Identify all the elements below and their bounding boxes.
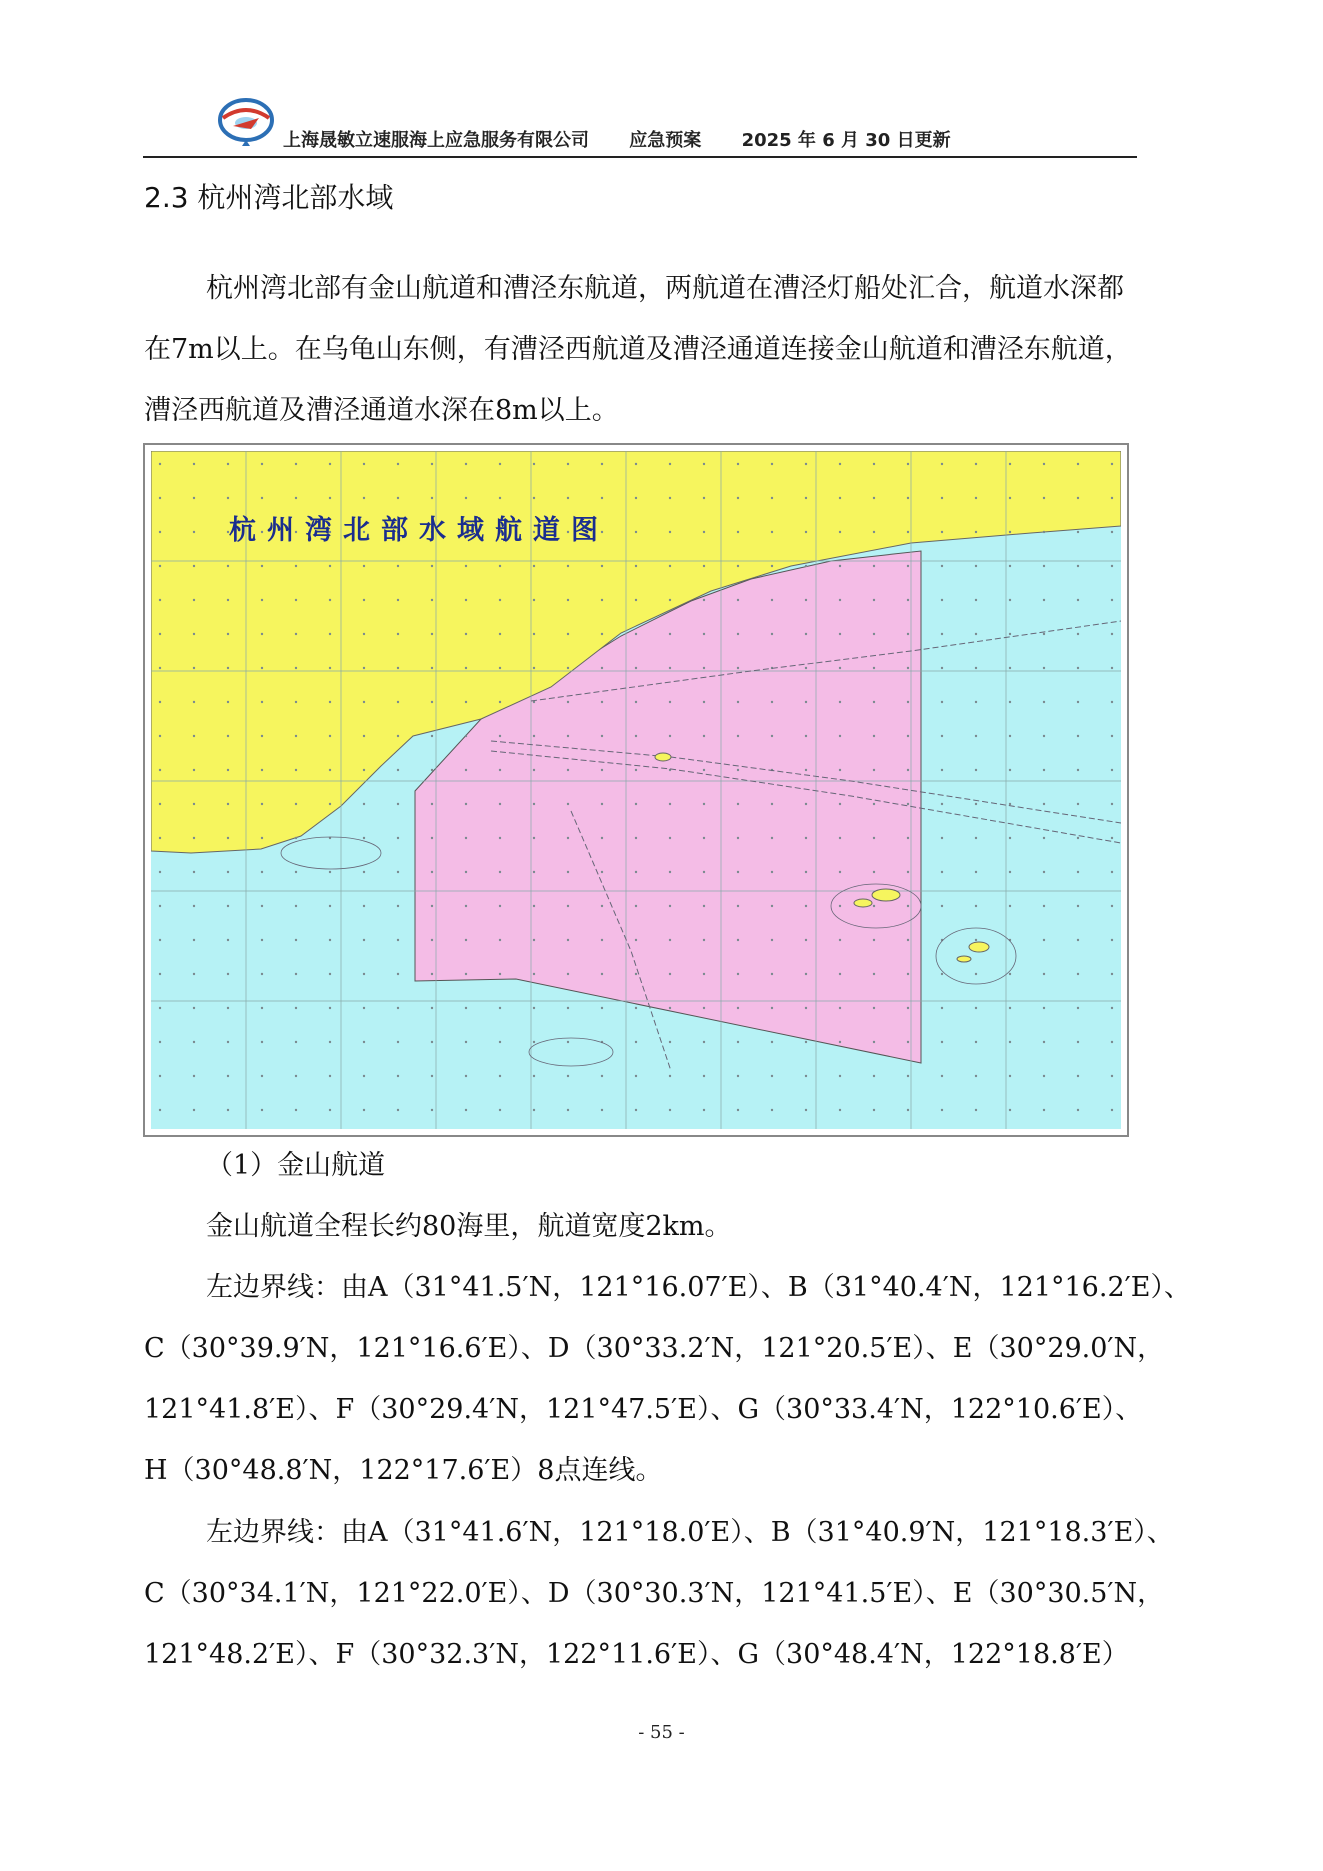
- header-text: [283, 126, 985, 152]
- header-company: 上海晟敏立速服海上应急服务有限公司: [283, 130, 589, 151]
- company-logo: [215, 96, 277, 148]
- boundary-1-line: 121°41.8′E）、F（30°29.4′N，121°47.5′E）、G（30°33.4′N，122°10.6′E）、: [144, 1394, 1143, 1425]
- boundary-1-line: C（30°39.9′N，121°16.6′E）、D（30°33.2′N，121°20.5′E）、E（30°29.0′N，: [144, 1333, 1165, 1364]
- section-title: 2.3 杭州湾北部水域: [144, 181, 394, 214]
- page-header: [143, 96, 1137, 158]
- map-soundings: [151, 451, 1121, 1129]
- boundary-1-line: 左边界线：由A（31°41.5′N，121°16.07′E）、B（31°40.4′N，121°16.2′E）、: [206, 1272, 1191, 1303]
- boundary-1-line: H（30°48.8′N，122°17.6′E）8点连线。: [144, 1455, 663, 1486]
- channel-length: 金山航道全程长约80海里，航道宽度2km。: [206, 1211, 732, 1242]
- header-doc-type: 应急预案: [629, 130, 702, 151]
- header-date: 2025 年 6 月 30 日更新: [741, 130, 951, 151]
- header-rule: [143, 156, 1137, 158]
- subsection-label: （1）金山航道: [206, 1150, 386, 1181]
- channel-map: [143, 443, 1129, 1137]
- intro-text: 杭州湾北部有金山航道和漕泾东航道，两航道在漕泾灯船处汇合，航道水深都在7m以上。在乌龟山东侧，有漕泾西航道及漕泾通道连接金山航道和漕泾东航道，漕泾西航道及漕泾通道水深在8m以上。: [144, 273, 1132, 426]
- boundary-2-line: 121°48.2′E）、F（30°32.3′N，122°11.6′E）、G（30°48.4′N，122°18.8′E）: [144, 1639, 1129, 1670]
- map-title: 杭州湾北部水域航道图: [229, 515, 609, 546]
- boundary-2-line: 左边界线：由A（31°41.6′N，121°18.0′E）、B（31°40.9′N，121°18.3′E）、: [206, 1517, 1174, 1548]
- page-number: - 55 -: [638, 1722, 685, 1743]
- map-graphic: [151, 451, 1121, 1129]
- boundary-2-line: C（30°34.1′N，121°22.0′E）、D（30°30.3′N，121°41.5′E）、E（30°30.5′N，: [144, 1578, 1165, 1609]
- intro-paragraph: [144, 258, 1134, 441]
